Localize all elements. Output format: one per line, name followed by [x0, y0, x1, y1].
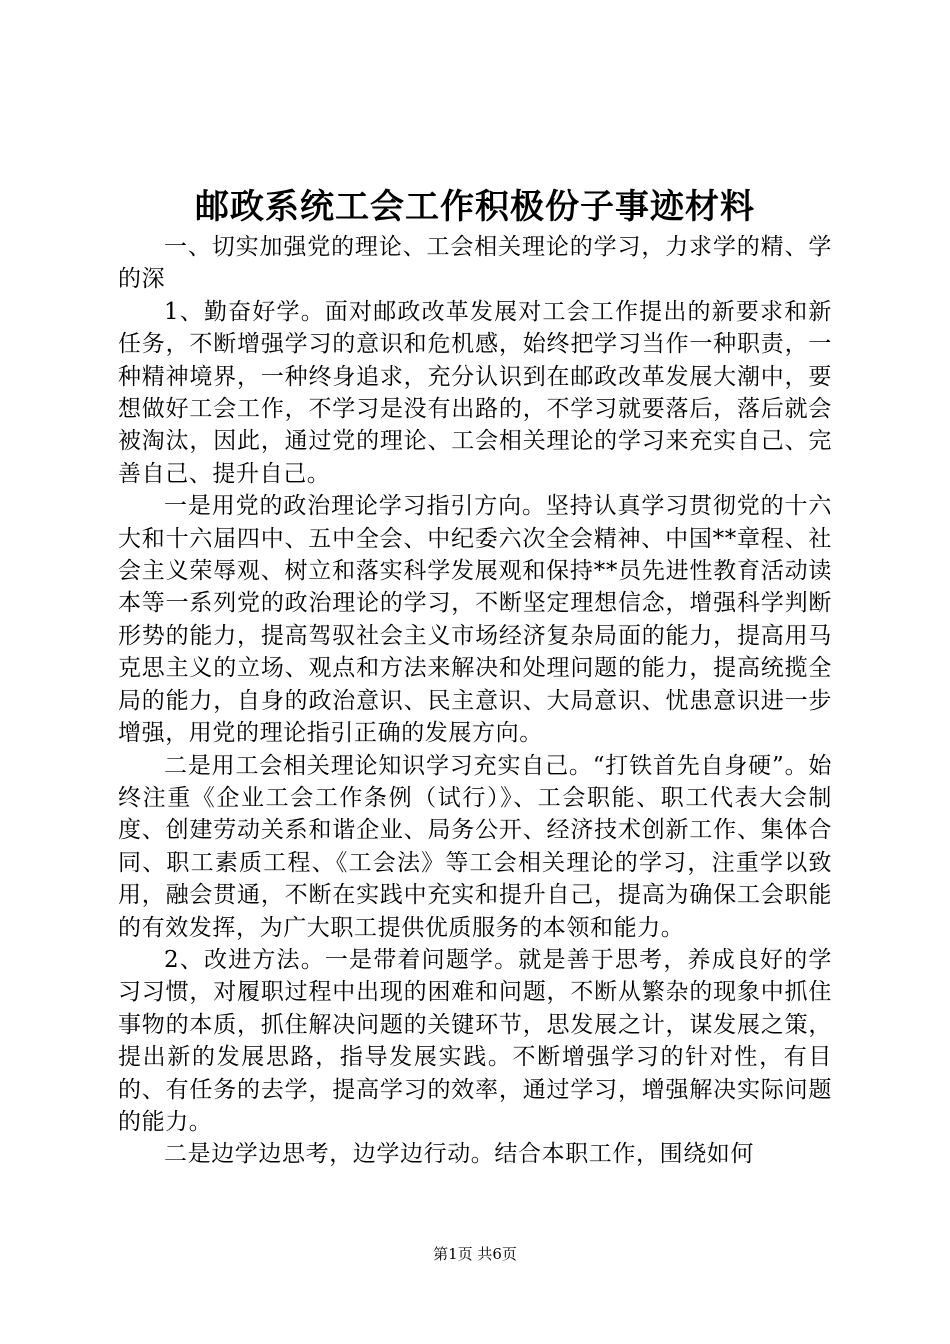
body-paragraph-section-heading: 一、切实加强党的理论、工会相关理论的学习，力求学的精、学的深 — [118, 234, 832, 293]
body-paragraph: 1、勤奋好学。面对邮政改革发展对工会工作提出的新要求和新任务，不断增强学习的意识和危机感，始终把学习当作一种职责，一种精神境界，一种终身追求，充分认识到在邮政改革发展大潮中，要想做好工会工作，不学习是没有出路的，不学习就要落后，落后就会被淘汰，因此，通过党的理论、工会相关理论的学习来充实自己、完善自己、提升自己。 — [118, 298, 832, 487]
body-paragraph: 一是用党的政治理论学习指引方向。坚持认真学习贯彻党的十六大和十六届四中、五中全会、中纪委六次全会精神、中国**章程、社会主义荣辱观、树立和落实科学发展观和保持**员先进性教育活动读本等一系列党的政治理论的学习，不断坚定理想信念，增强科学判断形势的能力，提高驾驭社会主义市场经济复杂局面的能力，提高用马克思主义的立场、观点和方法来解决和处理问题的能力，提高统揽全局的能力，自身的政治意识、民主意识、大局意识、忧患意识进一步增强，用党的理论指引正确的发展方向。 — [118, 493, 832, 747]
body-paragraph: 二是用工会相关理论知识学习充实自己。“打铁首先自身硬”。始终注重《企业工会工作条例（试行）》、工会职能、职工代表大会制度、创建劳动关系和谐企业、局务公开、经济技术创新工作、集体合同、职工素质工程、《工会法》等工会相关理论的学习，注重学以致用，融会贯通，不断在实践中充实和提升自己，提高为确保工会职能的有效发挥，为广大职工提供优质服务的本领和能力。 — [118, 752, 832, 941]
body-paragraph: 2、改进方法。一是带着问题学。就是善于思考，养成良好的学习习惯，对履职过程中出现的困难和问题，不断从繁杂的现象中抓住事物的本质，抓住解决问题的关键环节，思发展之计，谋发展之策，提出新的发展思路，指导发展实践。不断增强学习的针对性，有目的、有任务的去学，提高学习的效率，通过学习，增强解决实际问题的能力。 — [118, 946, 832, 1135]
document-title: 邮政系统工会工作积极份子事迹材料 — [195, 187, 755, 227]
document-body — [118, 231, 832, 1171]
body-paragraph: 二是边学边思考，边学边行动。结合本职工作，围绕如何 — [164, 1141, 754, 1168]
page-number-footer: 第1页 共6页 — [433, 1245, 517, 1263]
